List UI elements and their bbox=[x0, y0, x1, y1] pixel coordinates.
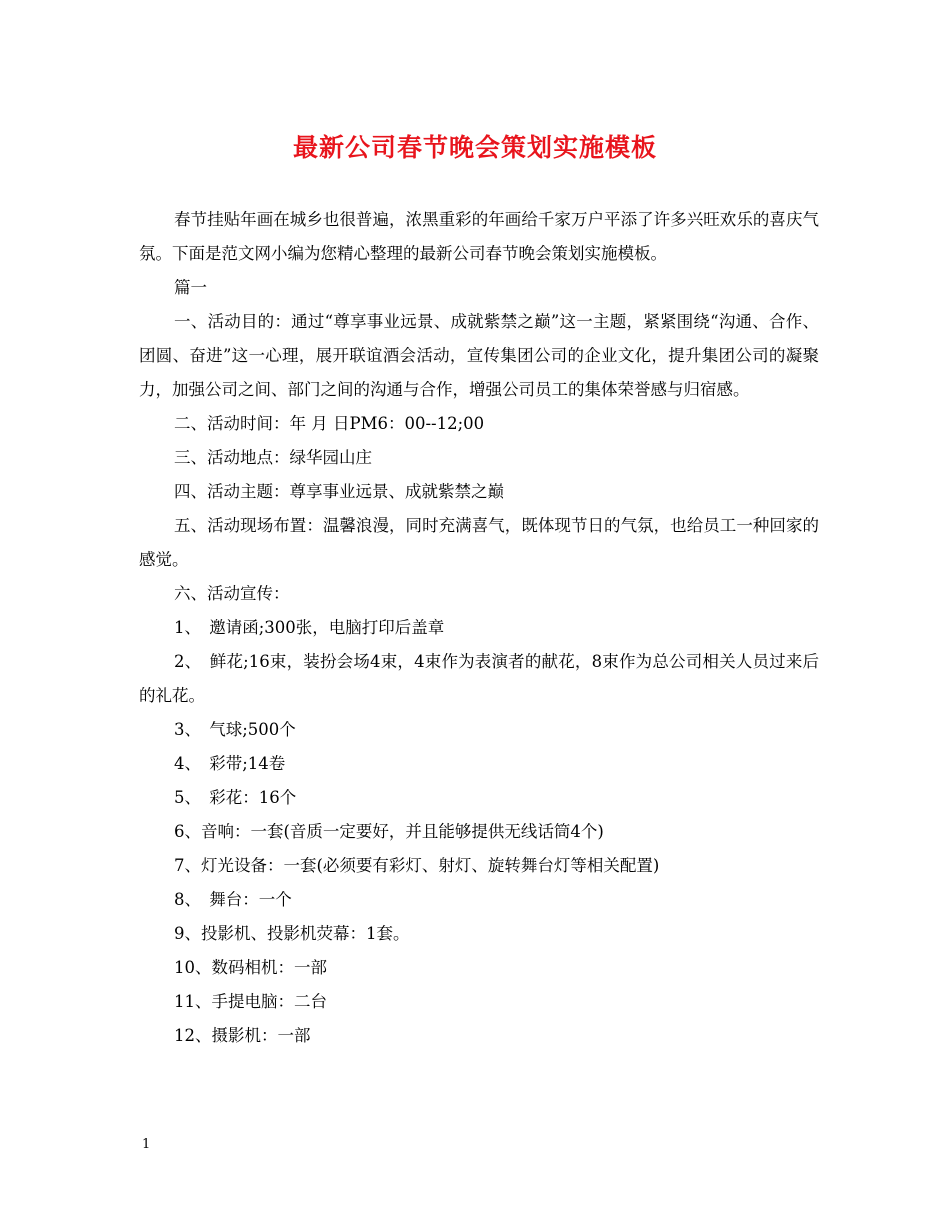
list-item: 4、 彩带;14卷 bbox=[174, 754, 286, 773]
list-item: 1、 邀请函;300张，电脑打印后盖章 bbox=[174, 618, 445, 637]
intro-paragraph: 春节挂贴年画在城乡也很普遍，浓黑重彩的年画给千家万户平添了许多兴旺欢乐的喜庆气氛。下面是范文网小编为您精心整理的最新公司春节晚会策划实施模板。 bbox=[139, 210, 819, 263]
list-item: 8、 舞台：一个 bbox=[174, 890, 292, 909]
list-item: 10、数码相机：一部 bbox=[174, 958, 327, 977]
list-item: 5、 彩花：16个 bbox=[174, 788, 297, 807]
paragraph-theme: 四、活动主题：尊享事业远景、成就紫禁之巅 bbox=[174, 482, 504, 501]
list-item: 9、投影机、投影机荧幕：1套。 bbox=[174, 924, 410, 943]
list-item: 11、手提电脑：二台 bbox=[174, 992, 327, 1011]
list-item: 6、音响：一套(音质一定要好，并且能够提供无线话筒4个) bbox=[174, 822, 604, 841]
document-body bbox=[139, 203, 819, 1053]
list-item: 12、摄影机：一部 bbox=[174, 1026, 311, 1045]
list-item: 2、 鲜花;16束，装扮会场4束，4束作为表演者的献花，8束作为总公司相关人员过来后的礼花。 bbox=[139, 652, 819, 705]
paragraph-promotion: 六、活动宣传： bbox=[174, 584, 290, 603]
paragraph-location: 三、活动地点：绿华园山庄 bbox=[174, 448, 372, 467]
list-item: 7、灯光设备：一套(必须要有彩灯、射灯、旋转舞台灯等相关配置) bbox=[174, 856, 660, 875]
list-item: 3、 气球;500个 bbox=[174, 720, 296, 739]
page-number: 1 bbox=[142, 1137, 151, 1152]
paragraph-venue-setup: 五、活动现场布置：温馨浪漫，同时充满喜气，既体现节日的气氛，也给员工一种回家的感觉。 bbox=[139, 516, 819, 569]
section-heading: 篇一 bbox=[174, 278, 207, 297]
paragraph-purpose: 一、活动目的：通过“尊享事业远景、成就紫禁之巅”这一主题，紧紧围绕“沟通、合作、团圆、奋进”这一心理，展开联谊酒会活动，宣传集团公司的企业文化，提升集团公司的凝聚力，加强公司之间、部门之间的沟通与合作，增强公司员工的集体荣誉感与归宿感。 bbox=[139, 312, 819, 399]
document-title: 最新公司春节晚会策划实施模板 bbox=[292, 133, 657, 162]
paragraph-time: 二、活动时间：年 月 日PM6：00--12;00 bbox=[174, 414, 485, 433]
